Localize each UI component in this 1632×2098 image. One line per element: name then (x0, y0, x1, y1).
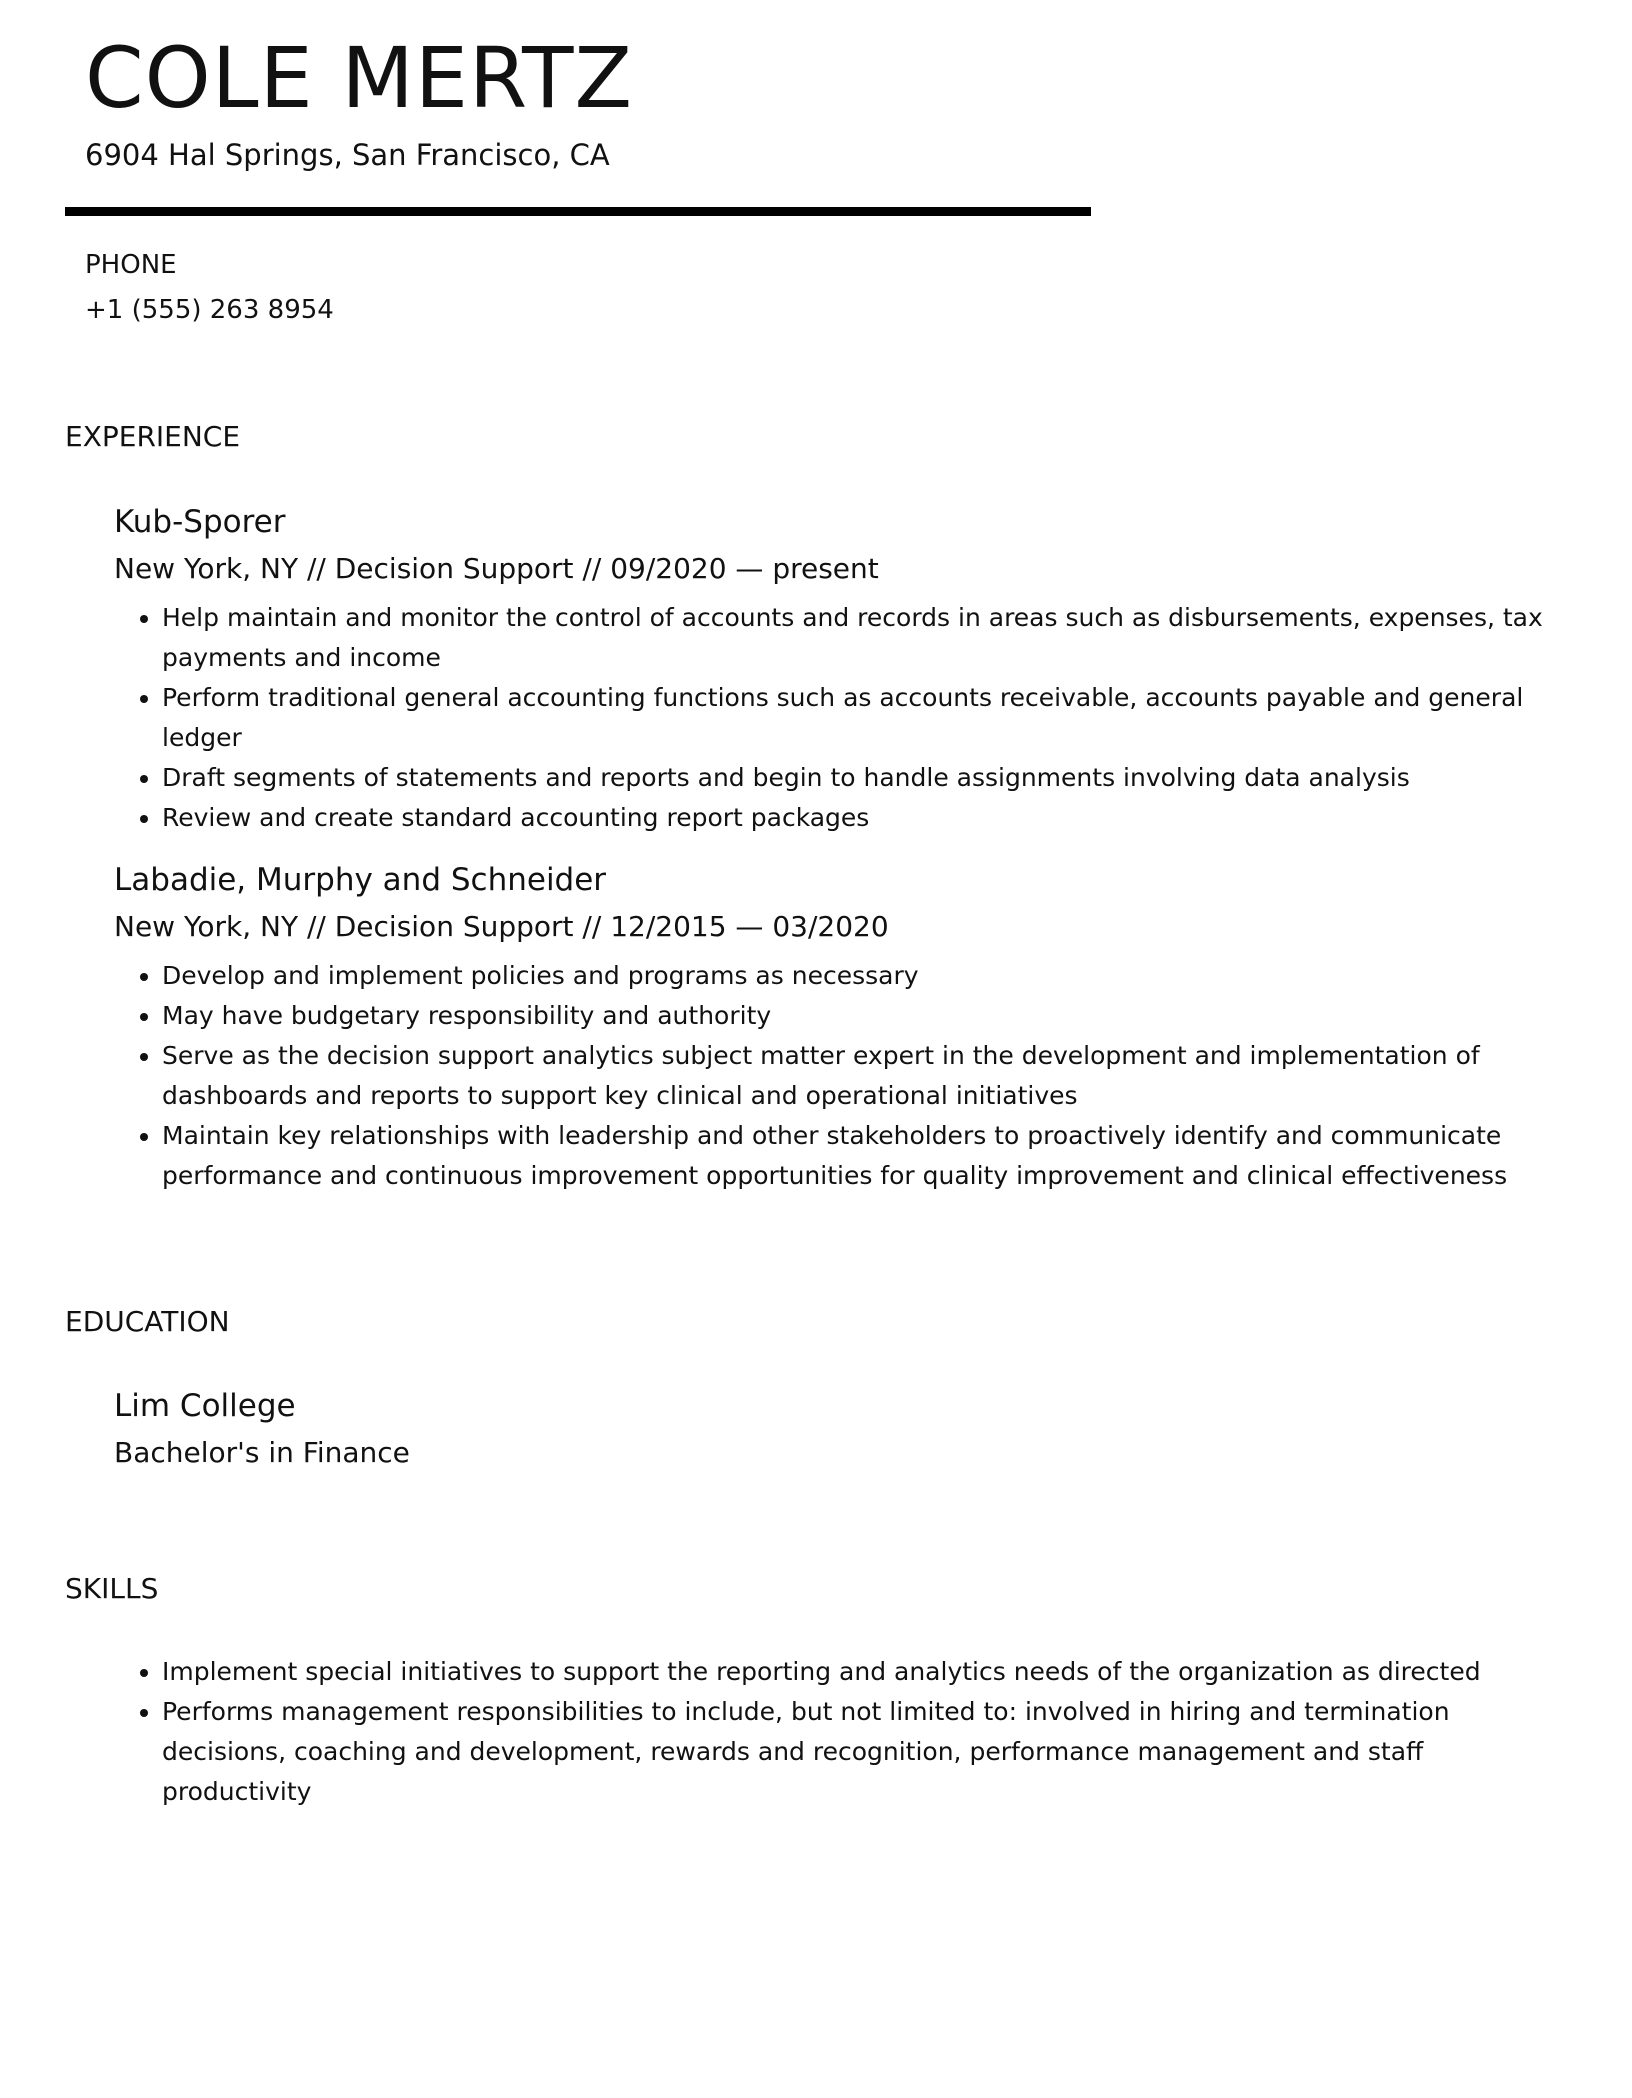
job-company: Labadie, Murphy and Schneider (114, 862, 607, 898)
candidate-address: 6904 Hal Springs, San Francisco, CA (85, 138, 610, 172)
candidate-name: COLE MERTZ (85, 29, 634, 127)
degree: Bachelor's in Finance (114, 1436, 410, 1469)
job-bullet: May have budgetary responsibility and authority (162, 996, 1562, 1036)
skill-bullet: Implement special initiatives to support the reporting and analytics needs of the organization as directed (162, 1652, 1562, 1692)
job-bullet: Perform traditional general accounting functions such as accounts receivable, accounts payable and general ledger (162, 678, 1562, 758)
job-bullet: Maintain key relationships with leadership and other stakeholders to proactively identify and communicate performance and continuous improvement opportunities for quality improvement and clinical effectiveness (162, 1116, 1562, 1196)
job-bullet: Review and create standard accounting report packages (162, 798, 1562, 838)
job-bullet-list (162, 598, 1562, 838)
job-bullet: Serve as the decision support analytics subject matter expert in the development and implementation of dashboards and reports to support key clinical and operational initiatives (162, 1036, 1562, 1116)
skill-bullet: Performs management responsibilities to include, but not limited to: involved in hiring and termination decisions, coaching and development, rewards and recognition, performance management and staff productivity (162, 1692, 1562, 1812)
school-name: Lim College (114, 1388, 296, 1424)
job-bullet: Draft segments of statements and reports and begin to handle assignments involving data analysis (162, 758, 1562, 798)
job-company: Kub-Sporer (114, 504, 286, 540)
job-bullet-list (162, 956, 1562, 1196)
experience-heading: EXPERIENCE (65, 420, 241, 453)
job-bullet: Help maintain and monitor the control of accounts and records in areas such as disbursements, expenses, tax payments and income (162, 598, 1562, 678)
header-divider (65, 207, 1091, 216)
skills-bullet-list (162, 1652, 1562, 1812)
skills-heading: SKILLS (65, 1572, 159, 1605)
phone-label: PHONE (85, 250, 177, 280)
job-details: New York, NY // Decision Support // 12/2015 — 03/2020 (114, 910, 889, 943)
job-details: New York, NY // Decision Support // 09/2020 — present (114, 552, 879, 585)
job-bullet: Develop and implement policies and programs as necessary (162, 956, 1562, 996)
education-heading: EDUCATION (65, 1305, 230, 1338)
phone-value: +1 (555) 263 8954 (85, 295, 334, 325)
